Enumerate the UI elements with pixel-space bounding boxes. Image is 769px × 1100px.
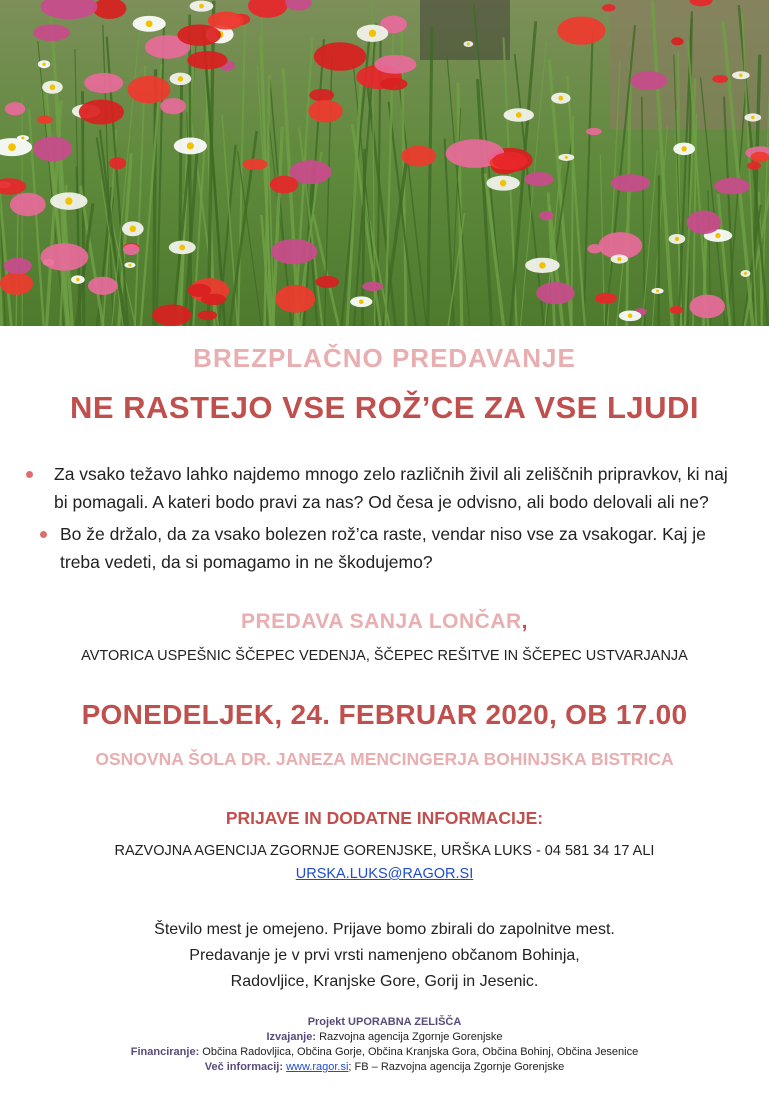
notes bbox=[0, 917, 769, 995]
poppy-flower bbox=[689, 295, 725, 319]
poppy-flower bbox=[33, 136, 72, 161]
poppy-flower bbox=[314, 42, 366, 71]
daisy-center bbox=[178, 76, 183, 81]
daisy-center bbox=[715, 233, 720, 238]
daisy-center bbox=[675, 237, 679, 241]
event-title: NE RASTEJO VSE ROŽ’CE ZA VSE LJUDI bbox=[69, 390, 700, 425]
footer-info-rest: ; FB – Razvojna agencija Zgornje Gorenjske bbox=[348, 1061, 565, 1073]
daisy-center bbox=[681, 146, 686, 151]
list-item bbox=[22, 520, 742, 576]
lecturer-name: PREDAVA SANJA LONČAR bbox=[240, 610, 522, 633]
poppy-flower bbox=[188, 284, 211, 297]
poppy-flower bbox=[595, 293, 617, 304]
poppy-flower bbox=[309, 89, 334, 102]
poppy-flower bbox=[160, 98, 186, 114]
description-list bbox=[22, 460, 742, 580]
daisy-center bbox=[369, 30, 376, 37]
poppy-flower bbox=[670, 306, 683, 314]
poppy-flower bbox=[128, 76, 171, 104]
poppy-flower bbox=[88, 277, 118, 295]
daisy-center bbox=[130, 226, 136, 232]
event-subtitle: BREZPLAČNO PREDAVANJE bbox=[193, 343, 576, 373]
bullet-text: Bo že držalo, da za vsako bolezen rož’ca raste, vendar niso vse za vsakogar. Kaj je treba vedeti, da si pomagamo in ne škodujemo? bbox=[60, 524, 706, 572]
poppy-flower bbox=[671, 37, 683, 45]
footer-info-link[interactable]: www.ragor.si bbox=[286, 1061, 349, 1073]
daisy-center bbox=[656, 289, 659, 292]
footer-project-name: UPORABNA ZELIŠČA bbox=[348, 1016, 462, 1028]
footer-project-prefix: Projekt bbox=[307, 1016, 349, 1028]
poppy-flower bbox=[492, 152, 527, 170]
poppy-flower bbox=[602, 4, 615, 11]
event-location: OSNOVNA ŠOLA DR. JANEZA MENCINGERJA BOHINJSKA BISTRICA bbox=[95, 749, 674, 769]
poppy-flower bbox=[275, 285, 315, 313]
daisy-center bbox=[21, 136, 24, 139]
daisy-center bbox=[558, 96, 563, 101]
daisy-center bbox=[146, 20, 153, 27]
daisy-center bbox=[467, 43, 470, 46]
poppy-flower bbox=[198, 311, 217, 321]
footer-execution-label: Izvajanje: bbox=[266, 1031, 317, 1043]
poppy-flower bbox=[271, 239, 317, 264]
registration-email-link[interactable]: URSKA.LUKS@RAGOR.SI bbox=[295, 866, 474, 882]
poppy-flower bbox=[557, 17, 605, 45]
poppy-flower bbox=[187, 51, 227, 69]
poppy-flower bbox=[308, 100, 342, 123]
footer-info-label: Več informacij: bbox=[204, 1061, 283, 1073]
bullet-icon bbox=[40, 531, 47, 538]
event-date: PONEDELJEK, 24. FEBRUAR 2020, OB 17.00 bbox=[81, 699, 688, 730]
poppy-flower bbox=[10, 193, 46, 216]
footer-financing-label: Financiranje: bbox=[130, 1046, 200, 1058]
poppy-flower bbox=[374, 55, 416, 74]
poppy-flower bbox=[687, 210, 721, 234]
poppy-flower bbox=[84, 73, 123, 93]
bullet-icon bbox=[26, 471, 33, 478]
poppy-flower bbox=[539, 211, 553, 221]
daisy-center bbox=[744, 272, 747, 275]
daisy-center bbox=[739, 74, 742, 77]
note-line: Predavanje je v prvi vrsti namenjeno občanom Bohinja, bbox=[189, 947, 580, 964]
footer-execution bbox=[0, 1030, 769, 1045]
daisy-center bbox=[8, 143, 16, 151]
grass-stem bbox=[154, 69, 156, 326]
poppy-flower bbox=[123, 244, 139, 255]
footer-project bbox=[0, 1015, 769, 1030]
poppy-flower bbox=[243, 159, 268, 170]
poppy-flower bbox=[315, 276, 339, 288]
poppy-flower bbox=[109, 157, 126, 169]
poppy-flower bbox=[362, 282, 383, 291]
daisy-center bbox=[76, 278, 80, 282]
lecturer-description: AVTORICA USPEŠNIC ŠČEPEC VEDENJA, ŠČEPEC REŠITVE IN ŠČEPEC USTVARJANJA bbox=[81, 648, 688, 664]
daisy-center bbox=[179, 245, 185, 251]
poppy-flower bbox=[4, 258, 32, 275]
daisy-center bbox=[50, 84, 56, 90]
daisy-center bbox=[128, 264, 131, 267]
list-item bbox=[22, 460, 742, 516]
registration-title: PRIJAVE IN DODATNE INFORMACIJE: bbox=[225, 808, 544, 828]
footer-financing bbox=[0, 1045, 769, 1060]
daisy-center bbox=[617, 257, 621, 261]
daisy-center bbox=[199, 4, 204, 9]
lecturer-heading bbox=[0, 610, 769, 634]
poppy-flower bbox=[401, 146, 436, 167]
daisy-center bbox=[628, 314, 633, 319]
poppy-flower bbox=[33, 24, 70, 41]
poppy-flower bbox=[611, 174, 650, 192]
poppy-flower bbox=[40, 243, 88, 271]
poppy-flower bbox=[37, 116, 53, 124]
daisy-center bbox=[359, 299, 364, 304]
poppy-flower bbox=[630, 71, 667, 90]
poppy-flower bbox=[5, 102, 26, 115]
poppy-flower bbox=[712, 75, 728, 83]
lecturer-comma: , bbox=[521, 610, 529, 633]
hero-flower-photo bbox=[0, 0, 769, 326]
poppy-flower bbox=[152, 304, 191, 326]
note-line: Radovljice, Kranjske Gore, Gorij in Jesenic. bbox=[230, 973, 539, 990]
daisy-center bbox=[516, 112, 522, 118]
daisy-center bbox=[187, 142, 194, 149]
poppy-flower bbox=[525, 172, 554, 186]
poppy-flower bbox=[380, 78, 407, 90]
footer-info bbox=[0, 1060, 769, 1075]
daisy-center bbox=[65, 197, 72, 204]
poppy-flower bbox=[270, 176, 298, 194]
registration-email-wrap bbox=[0, 866, 769, 882]
daisy-center bbox=[539, 262, 546, 269]
poppy-flower bbox=[208, 12, 244, 30]
poppy-flower bbox=[0, 272, 33, 295]
registration-contact: RAZVOJNA AGENCIJA ZGORNJE GORENJSKE, URŠKA LUKS - 04 581 34 17 ALI bbox=[114, 843, 655, 859]
daisy-center bbox=[500, 180, 506, 186]
footer-execution-value: Razvojna agencija Zgornje Gorenjske bbox=[316, 1031, 503, 1043]
footer bbox=[0, 1015, 769, 1075]
poppy-flower bbox=[177, 24, 221, 46]
poppy-flower bbox=[714, 178, 750, 195]
poppy-flower bbox=[751, 152, 769, 163]
daisy-center bbox=[565, 156, 568, 159]
daisy-center bbox=[751, 116, 755, 120]
poppy-flower bbox=[536, 282, 574, 304]
daisy-center bbox=[42, 63, 45, 66]
bullet-text: Za vsako težavo lahko najdemo mnogo zelo različnih živil ali zeliščnih pripravkov, ki naj bi pomagali. A kateri bodo pravi za nas? Od česa je odvisno, ali bodo delovali ali ne? bbox=[54, 464, 728, 512]
flower-meadow-image bbox=[0, 0, 769, 326]
poppy-flower bbox=[747, 162, 761, 170]
poppy-flower bbox=[587, 244, 602, 253]
poppy-flower bbox=[79, 100, 124, 125]
footer-financing-value: Občina Radovljica, Občina Gorje, Občina Kranjska Gora, Občina Bohinj, Občina Jesenice bbox=[199, 1046, 639, 1058]
poppy-flower bbox=[586, 128, 602, 135]
note-line: Število mest je omejeno. Prijave bomo zbirali do zapolnitve mest. bbox=[154, 921, 615, 938]
